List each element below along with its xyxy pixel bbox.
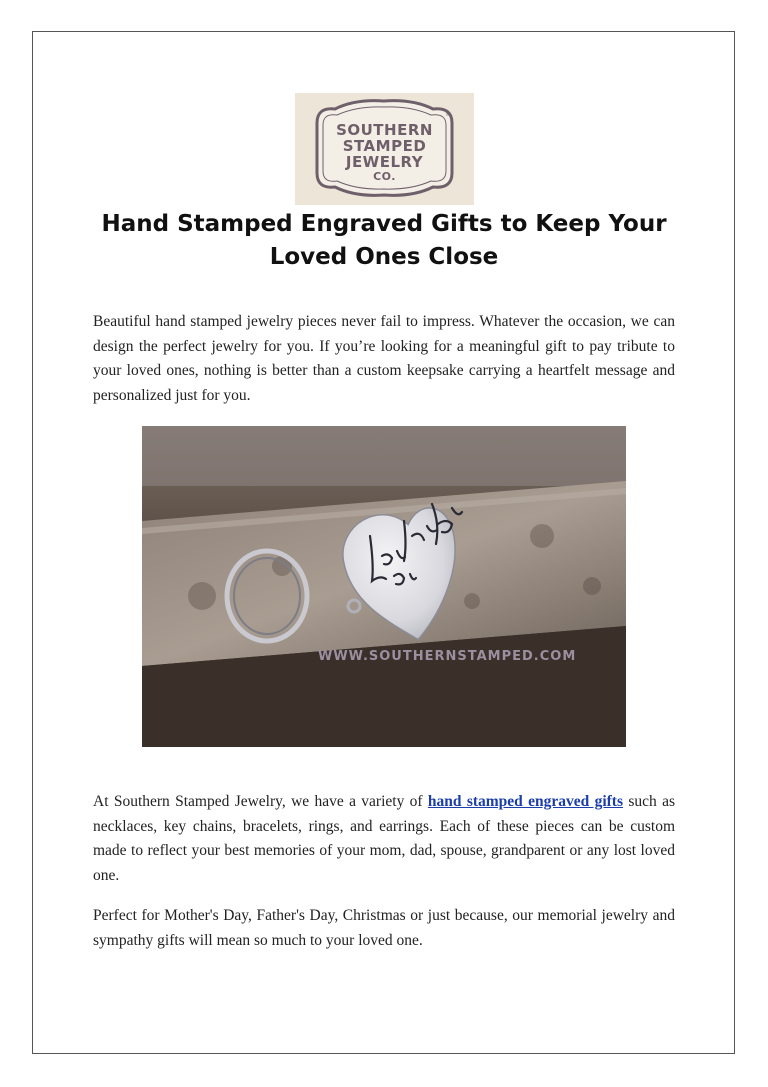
company-logo <box>295 93 474 205</box>
products-paragraph-intro: At Southern Stamped Jewelry, we have a variety of <box>93 793 428 810</box>
logo-line-3: JEWELRY <box>345 153 424 171</box>
logo-line-2: STAMPED <box>342 137 427 155</box>
page-title: Hand Stamped Engraved Gifts to Keep Your Loved Ones Close <box>101 211 667 270</box>
hand-stamped-gifts-link[interactable]: hand stamped engraved gifts <box>427 793 623 810</box>
product-photo <box>142 426 626 747</box>
products-paragraph-rest: such as necklaces, key chains, bracelets, rings, and earrings. Each of these pieces can be custom made to reflect your best memories of your mom, dad, spouse, grandparent or any lost loved one. <box>93 793 675 884</box>
logo-registered-mark: ® <box>445 111 451 118</box>
products-paragraph <box>93 790 675 888</box>
logo-line-4: CO. <box>373 170 396 183</box>
occasions-paragraph: Perfect for Mother's Day, Father's Day, Christmas or just because, our memorial jewelry and sympathy gifts will mean so much to your loved one. <box>93 907 675 949</box>
photo-watermark: WWW.SOUTHERNSTAMPED.COM <box>318 649 577 664</box>
logo-line-1: SOUTHERN <box>336 121 433 139</box>
intro-paragraph: Beautiful hand stamped jewelry pieces never fail to impress. Whatever the occasion, we can design the perfect jewelry for you. If you’re looking for a meaningful gift to pay tribute to your loved ones, nothing is better than a custom keepsake carrying a heartfelt message and personalized just for you. <box>93 313 675 404</box>
